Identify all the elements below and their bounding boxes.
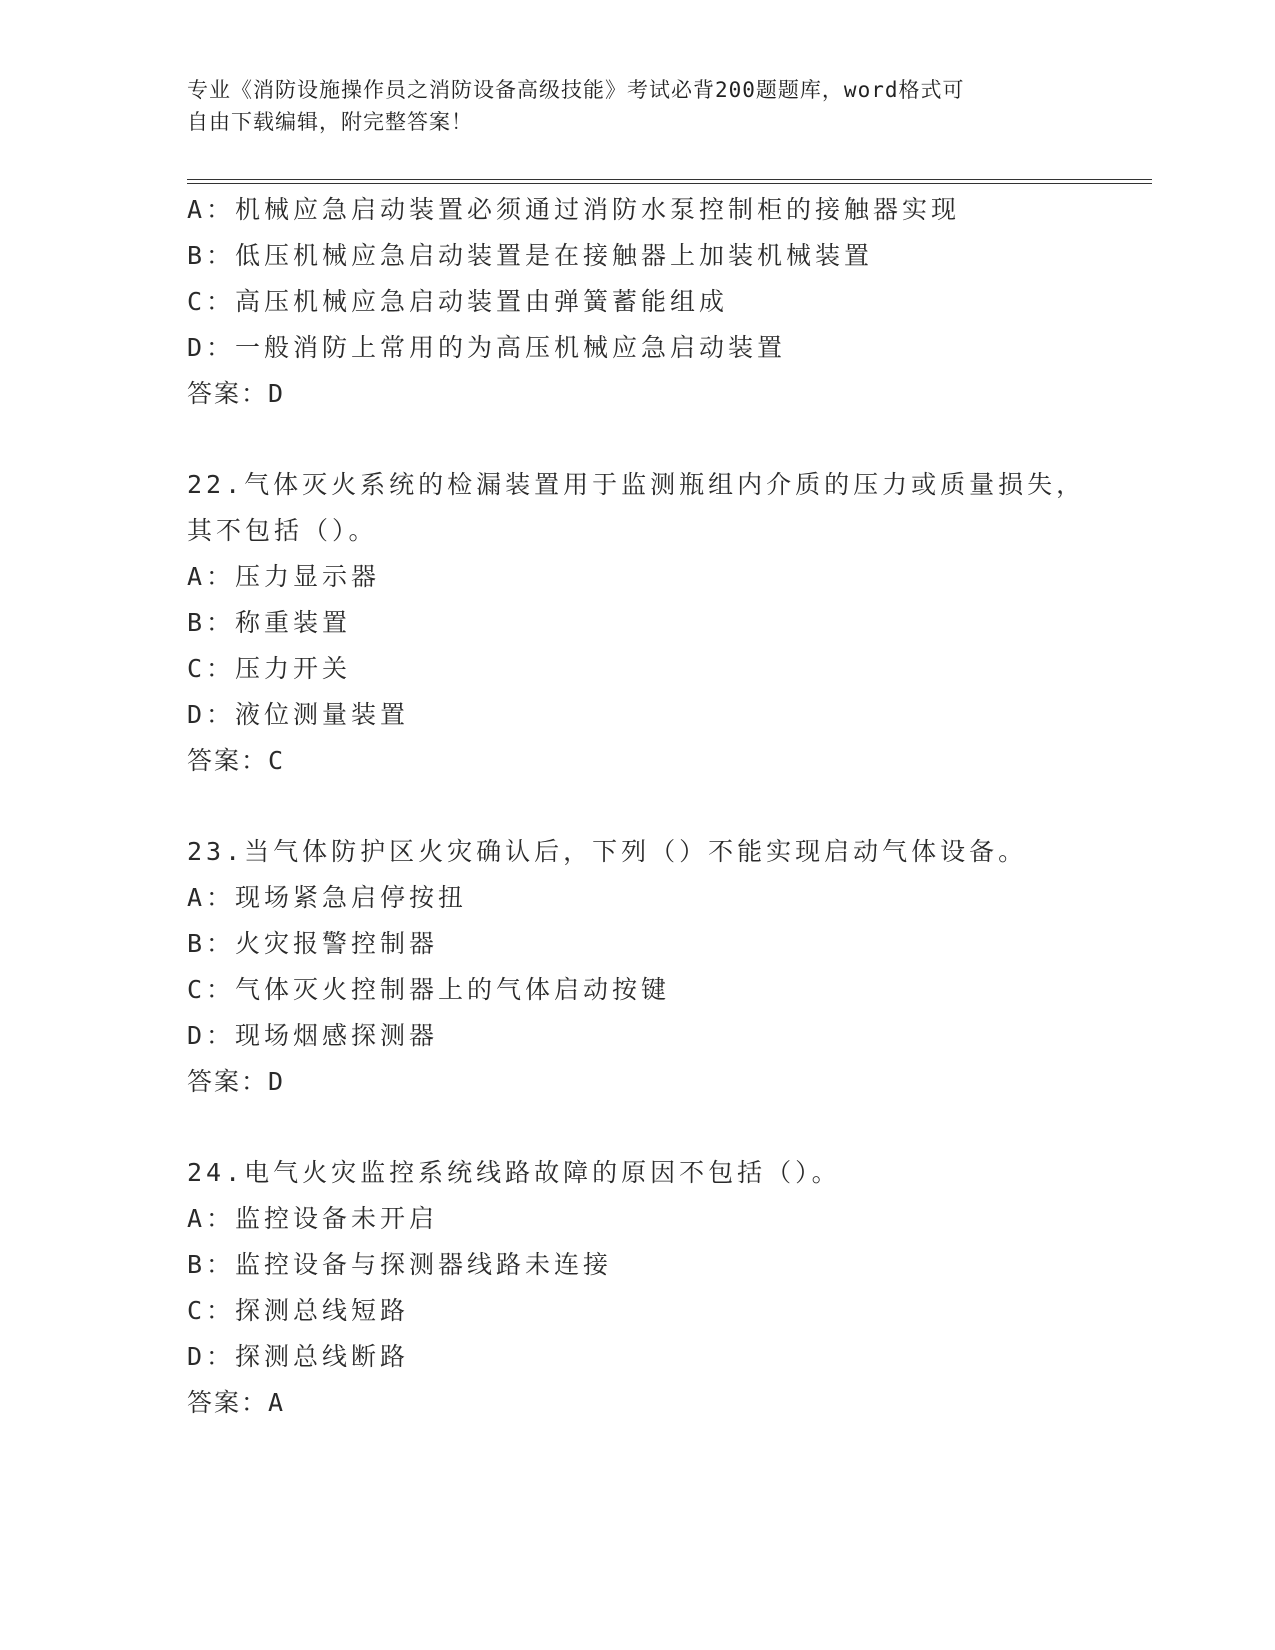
question-21 — [187, 187, 1147, 417]
question-stem: 24.电气火灾监控系统线路故障的原因不包括（）。 — [187, 1158, 841, 1187]
option-d: D：探测总线断路 — [187, 1342, 410, 1371]
answer: 答案：D — [187, 379, 286, 408]
option-a: A：现场紧急启停按扭 — [187, 883, 468, 912]
document-header — [187, 74, 1087, 138]
option-b: B：低压机械应急启动装置是在接触器上加装机械装置 — [187, 241, 874, 270]
question-22 — [187, 462, 1147, 784]
option-d: D：液位测量装置 — [187, 700, 410, 729]
option-a: A：压力显示器 — [187, 562, 381, 591]
header-line-1: 专业《消防设施操作员之消防设备高级技能》考试必背200题题库，word格式可 — [187, 78, 965, 102]
option-a: A：监控设备未开启 — [187, 1204, 439, 1233]
question-24 — [187, 1150, 1147, 1426]
option-c: C：探测总线短路 — [187, 1296, 410, 1325]
question-stem: 22.气体灭火系统的检漏装置用于监测瓶组内介质的压力或质量损失， — [187, 470, 1086, 499]
option-c: C：压力开关 — [187, 654, 352, 683]
option-c: C：气体灭火控制器上的气体启动按键 — [187, 975, 671, 1004]
option-d: D：现场烟感探测器 — [187, 1021, 439, 1050]
question-stem-continued: 其不包括（）。 — [187, 516, 378, 545]
option-b: B：火灾报警控制器 — [187, 929, 439, 958]
header-line-2: 自由下载编辑，附完整答案！ — [187, 110, 473, 134]
answer: 答案：C — [187, 746, 286, 775]
header-divider-bottom — [187, 183, 1152, 184]
option-a: A：机械应急启动装置必须通过消防水泵控制柜的接触器实现 — [187, 195, 961, 224]
answer: 答案：D — [187, 1067, 286, 1096]
question-23 — [187, 829, 1147, 1105]
option-b: B：称重装置 — [187, 608, 352, 637]
question-list — [187, 187, 1147, 1426]
question-stem: 23.当气体防护区火灾确认后，下列（）不能实现启动气体设备。 — [187, 837, 1028, 866]
answer: 答案：A — [187, 1388, 286, 1417]
option-d: D：一般消防上常用的为高压机械应急启动装置 — [187, 333, 787, 362]
header-divider-top — [187, 179, 1152, 180]
option-b: B：监控设备与探测器线路未连接 — [187, 1250, 613, 1279]
option-c: C：高压机械应急启动装置由弹簧蓄能组成 — [187, 287, 729, 316]
